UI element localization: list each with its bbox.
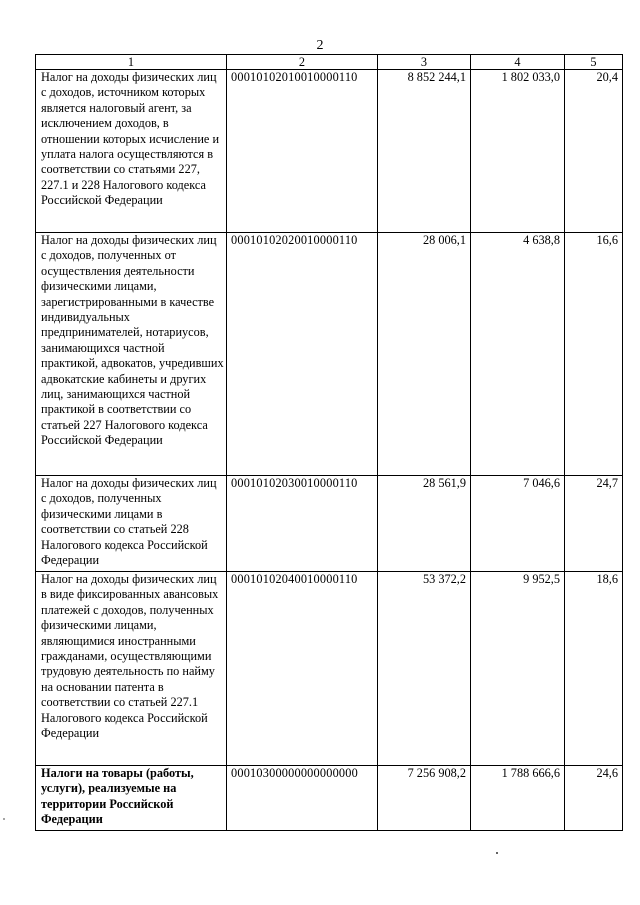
header-col-2: 2 <box>227 55 378 70</box>
header-col-3: 3 <box>378 55 471 70</box>
row-code: 00010102030010000110 <box>227 476 378 572</box>
table-row <box>36 766 623 831</box>
row-percent: 18,6 <box>565 572 623 766</box>
row-name: Налог на доходы физических лиц в виде фиксированных авансовых платежей с доходов, полученных физическими лицами, являющимися иностранными гражданами, осуществляющими трудовую деятельность по найму на основании патента в соответствии со статьей 227.1 Налогового кодекса Российской Федерации <box>36 572 227 766</box>
table-row <box>36 476 623 572</box>
row-name: Налог на доходы физических лиц с доходов, полученных от осуществления деятельности физическими лицами, зарегистрированными в качестве индивидуальных предпринимателей, нотариусов, занимающихся частной практикой, адвокатов, учредивших адвокатские кабинеты и других лиц, занимающихся частной практикой в соответствии со статьей 227 Налогового кодекса Российской Федерации <box>36 233 227 476</box>
header-col-1: 1 <box>36 55 227 70</box>
table-row <box>36 572 623 766</box>
row-percent: 16,6 <box>565 233 623 476</box>
row-fact: 4 638,8 <box>471 233 565 476</box>
row-percent: 24,7 <box>565 476 623 572</box>
table-header-row <box>36 55 623 70</box>
row-plan: 7 256 908,2 <box>378 766 471 831</box>
scan-speck <box>496 852 498 854</box>
row-fact: 1 802 033,0 <box>471 70 565 233</box>
row-plan: 28 561,9 <box>378 476 471 572</box>
row-plan: 53 372,2 <box>378 572 471 766</box>
row-name: Налог на доходы физических лиц с доходов, полученных физическими лицами в соответствии со статьей 228 Налогового кодекса Российской Федерации <box>36 476 227 572</box>
table-row <box>36 233 623 476</box>
row-code: 00010102020010000110 <box>227 233 378 476</box>
scan-speck <box>3 818 5 820</box>
row-fact: 1 788 666,6 <box>471 766 565 831</box>
row-percent: 20,4 <box>565 70 623 233</box>
row-fact: 9 952,5 <box>471 572 565 766</box>
row-fact: 7 046,6 <box>471 476 565 572</box>
row-plan: 8 852 244,1 <box>378 70 471 233</box>
row-name: Налоги на товары (работы, услуги), реализуемые на территории Российской Федерации <box>36 766 227 831</box>
header-col-4: 4 <box>471 55 565 70</box>
table-row <box>36 70 623 233</box>
row-code: 00010102040010000110 <box>227 572 378 766</box>
revenue-table <box>35 54 623 831</box>
row-code: 00010102010010000110 <box>227 70 378 233</box>
header-col-5: 5 <box>565 55 623 70</box>
page-number: 2 <box>316 38 324 53</box>
row-plan: 28 006,1 <box>378 233 471 476</box>
row-code: 00010300000000000000 <box>227 766 378 831</box>
row-percent: 24,6 <box>565 766 623 831</box>
row-name: Налог на доходы физических лиц с доходов, источником которых является налоговый агент, за исключением доходов, в отношении которых исчисление и уплата налога осуществляются в соответствии со статьями 227, 227.1 и 228 Налогового кодекса Российской Федерации <box>36 70 227 233</box>
